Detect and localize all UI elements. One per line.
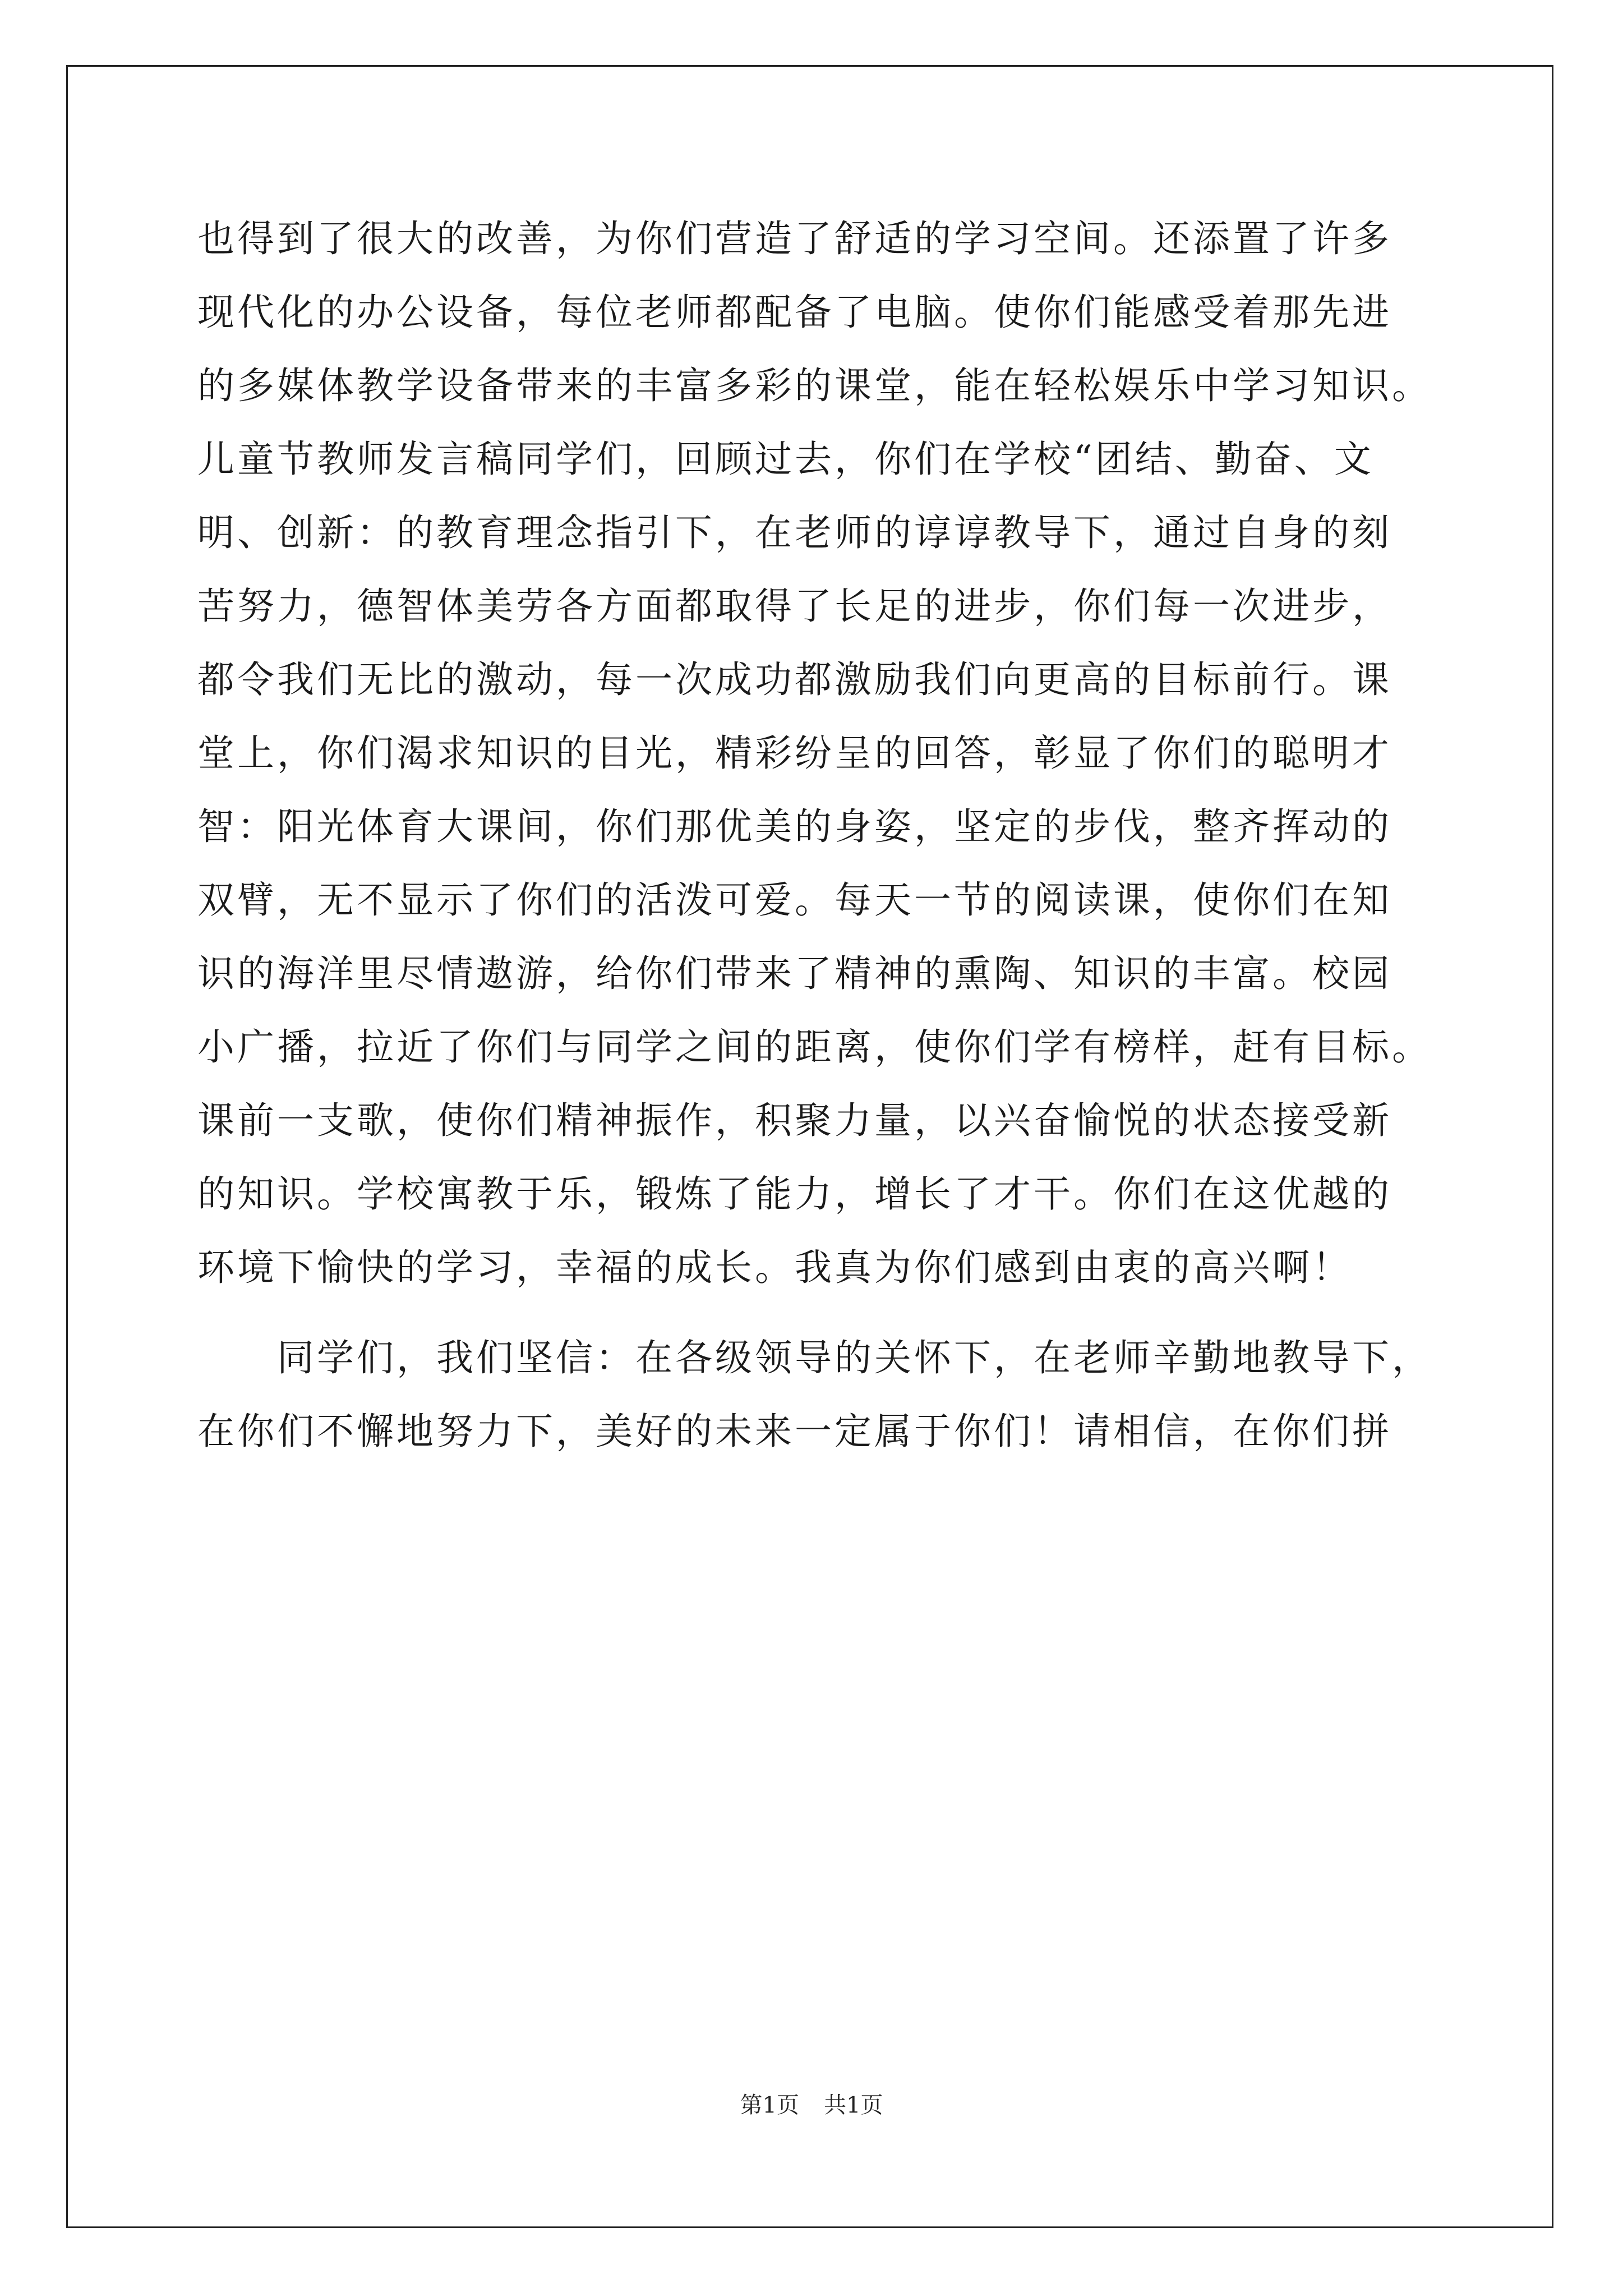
text-line: 的多媒体教学设备带来的丰富多彩的课堂，能在轻松娱乐中学习知识。: [197, 364, 1432, 407]
document-body: [197, 202, 1431, 1468]
text-line: 在你们不懈地努力下，美好的未来一定属于你们！请相信，在你们拼: [197, 1410, 1392, 1453]
paragraph-start-line: 同学们，我们坚信：在各级领导的关怀下，在老师辛勤地教导下，: [197, 1336, 1432, 1379]
text-line: 现代化的办公设备，每位老师都配备了电脑。使你们能感受着那先进: [197, 291, 1392, 334]
text-line: 环境下愉快的学习，幸福的成长。我真为你们感到由衷的高兴啊！: [197, 1246, 1352, 1289]
text-line: 苦努力，德智体美劳各方面都取得了长足的进步，你们每一次进步，: [197, 585, 1392, 628]
text-line: 课前一支歌，使你们精神振作，积聚力量，以兴奋愉悦的状态接受新: [197, 1099, 1392, 1142]
text-line: 也得到了很大的改善，为你们营造了舒适的学习空间。还添置了许多: [197, 217, 1392, 260]
text-line: 双臂，无不显示了你们的活泼可爱。每天一节的阅读课，使你们在知: [197, 878, 1392, 922]
text-line: 儿童节教师发言稿同学们，回顾过去，你们在学校“团结、勤奋、文: [197, 438, 1374, 481]
page-number: 第1页: [740, 2092, 799, 2118]
page-total: 共1页: [824, 2092, 883, 2118]
text-line: 小广播，拉近了你们与同学之间的距离，使你们学有榜样，赶有目标。: [197, 1025, 1432, 1069]
page-footer: [0, 2091, 1623, 2119]
text-line: 都令我们无比的激动，每一次成功都激励我们向更高的目标前行。课: [197, 658, 1392, 701]
text-line: 明、创新：的教育理念指引下，在老师的谆谆教导下，通过自身的刻: [197, 511, 1392, 554]
text-line: 堂上，你们渴求知识的目光，精彩纷呈的回答，彰显了你们的聪明才: [197, 731, 1392, 775]
text-line: 识的海洋里尽情遨游，给你们带来了精神的熏陶、知识的丰富。校园: [197, 952, 1392, 995]
text-line: 的知识。学校寓教于乐，锻炼了能力，增长了才干。你们在这优越的: [197, 1172, 1392, 1216]
text-line: 智：阳光体育大课间，你们那优美的身姿，坚定的步伐，整齐挥动的: [197, 805, 1392, 848]
